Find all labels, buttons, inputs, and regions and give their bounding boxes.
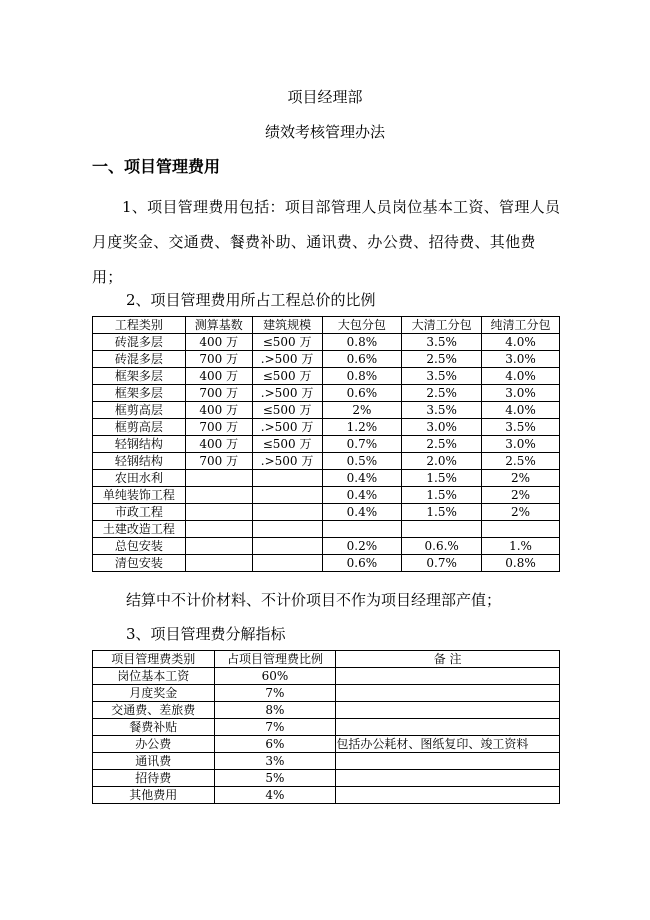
table2-cell <box>336 787 560 804</box>
table1-row <box>93 470 560 487</box>
table1-cell: 市政工程 <box>93 504 186 521</box>
table2-cell: 5% <box>214 770 336 787</box>
table2-row <box>93 753 560 770</box>
table1-cell: 框剪高层 <box>93 419 186 436</box>
table1-cell: 2.5% <box>402 385 482 402</box>
table1-cell: 2% <box>482 487 560 504</box>
table1-cell <box>185 521 252 538</box>
table1-cell: 400 万 <box>185 334 252 351</box>
paragraph-fee-ratio: 2、项目管理费用所占工程总价的比例 <box>126 291 376 309</box>
table1-row <box>93 487 560 504</box>
paragraph-settlement-note: 结算中不计价材料、不计价项目不作为项目经理部产值； <box>126 591 502 609</box>
table2-cell: 6% <box>214 736 336 753</box>
table2-header-cell: 占项目管理费比例 <box>214 651 336 668</box>
table1-cell: 4.0% <box>482 334 560 351</box>
table1-cell: 0.6% <box>322 385 402 402</box>
table1-cell: 700 万 <box>185 419 252 436</box>
table1-cell: 框架多层 <box>93 368 186 385</box>
table1-cell <box>252 538 322 555</box>
table2-cell: 交通费、差旅费 <box>93 702 215 719</box>
table2-cell: 办公费 <box>93 736 215 753</box>
table1-cell <box>185 538 252 555</box>
table1-cell <box>185 555 252 572</box>
table2-cell <box>336 770 560 787</box>
table1-cell: 砖混多层 <box>93 334 186 351</box>
table1-cell: 0.7% <box>402 555 482 572</box>
table1-row <box>93 419 560 436</box>
table1-cell <box>185 487 252 504</box>
table2-row <box>93 685 560 702</box>
table1-cell <box>252 470 322 487</box>
table2-header-row <box>93 651 560 668</box>
table1-cell: 0.4% <box>322 470 402 487</box>
paragraph-fee-items: 1、项目管理费用包括：项目部管理人员岗位基本工资、管理人员月度奖金、交通费、餐费补助、通讯费、办公费、招待费、其他费用； <box>92 198 561 286</box>
table2-cell: 月度奖金 <box>93 685 215 702</box>
table1-cell <box>252 487 322 504</box>
table2-row <box>93 668 560 685</box>
table1-row <box>93 538 560 555</box>
table2-row <box>93 719 560 736</box>
table1-cell: 3.0% <box>482 436 560 453</box>
table1-cell <box>402 521 482 538</box>
table2-row <box>93 787 560 804</box>
table1-header-cell: 测算基数 <box>185 317 252 334</box>
table1-cell: 农田水利 <box>93 470 186 487</box>
table1-cell: 框剪高层 <box>93 402 186 419</box>
table1-header-cell: 工程类别 <box>93 317 186 334</box>
table1-cell: 1.5% <box>402 470 482 487</box>
table1-cell: .>500 万 <box>252 385 322 402</box>
table2-header-cell: 项目管理费类别 <box>93 651 215 668</box>
table1-cell: 0.4% <box>322 504 402 521</box>
table1-cell: 土建改造工程 <box>93 521 186 538</box>
table1-cell: 3.0% <box>482 385 560 402</box>
table1-cell <box>322 521 402 538</box>
table1-cell: 3.5% <box>482 419 560 436</box>
table1-cell: 0.5% <box>322 453 402 470</box>
table2-cell: 其他费用 <box>93 787 215 804</box>
table1-cell: 2.5% <box>402 351 482 368</box>
table1-cell: 3.0% <box>482 351 560 368</box>
table1-cell <box>252 555 322 572</box>
table2-cell: 8% <box>214 702 336 719</box>
table1-cell: 3.0% <box>402 419 482 436</box>
table2-cell: 招待费 <box>93 770 215 787</box>
table1-cell: ≤500 万 <box>252 334 322 351</box>
table1-cell: 0.6% <box>322 351 402 368</box>
table1-cell: 1.2% <box>322 419 402 436</box>
table1-cell: 2.0% <box>402 453 482 470</box>
table1-cell: 3.5% <box>402 368 482 385</box>
table2-cell <box>336 668 560 685</box>
table2-cell: 4% <box>214 787 336 804</box>
table1-cell: 400 万 <box>185 402 252 419</box>
fee-breakdown-table <box>92 650 560 804</box>
table1-cell: 3.5% <box>402 334 482 351</box>
table1-cell: .>500 万 <box>252 419 322 436</box>
table1-row <box>93 402 560 419</box>
table2-row <box>93 736 560 753</box>
table1-cell: 总包安装 <box>93 538 186 555</box>
doc-title-line1: 项目经理部 <box>287 88 363 106</box>
table1-cell: 700 万 <box>185 351 252 368</box>
table1-cell: 2% <box>482 470 560 487</box>
table2-cell <box>336 702 560 719</box>
table1-cell <box>252 504 322 521</box>
table2-row <box>93 770 560 787</box>
table1-cell: .>500 万 <box>252 351 322 368</box>
table1-cell: 2.5% <box>402 436 482 453</box>
table1-cell: 400 万 <box>185 436 252 453</box>
table1-cell: 2% <box>322 402 402 419</box>
doc-title-line2: 绩效考核管理办法 <box>264 123 385 141</box>
section1-heading: 一、项目管理费用 <box>92 157 221 176</box>
table1-row <box>93 504 560 521</box>
table1-cell: 框架多层 <box>93 385 186 402</box>
table1-cell: 0.4% <box>322 487 402 504</box>
table1-cell <box>482 521 560 538</box>
table1-cell: 单纯装饰工程 <box>93 487 186 504</box>
table1-cell: 4.0% <box>482 368 560 385</box>
table1-cell: 0.6% <box>322 555 402 572</box>
table1-header-cell: 大包分包 <box>322 317 402 334</box>
table1-cell: 1.5% <box>402 504 482 521</box>
table1-cell: 0.8% <box>322 334 402 351</box>
table1-cell: 2.5% <box>482 453 560 470</box>
table1-header-row <box>93 317 560 334</box>
table1-row <box>93 555 560 572</box>
table2-cell: 岗位基本工资 <box>93 668 215 685</box>
table2-cell: 餐费补贴 <box>93 719 215 736</box>
table1-cell: 0.7% <box>322 436 402 453</box>
table1-cell <box>185 504 252 521</box>
table1-cell <box>185 470 252 487</box>
table1-cell: 0.8% <box>482 555 560 572</box>
table1-cell: 0.6.% <box>402 538 482 555</box>
table1-cell: ≤500 万 <box>252 402 322 419</box>
table2-cell <box>336 685 560 702</box>
table1-cell: 400 万 <box>185 368 252 385</box>
table1-cell: 1.% <box>482 538 560 555</box>
table1-row <box>93 436 560 453</box>
table1-cell: ≤500 万 <box>252 436 322 453</box>
table1-cell: 1.5% <box>402 487 482 504</box>
table1-row <box>93 368 560 385</box>
table1-cell: 4.0% <box>482 402 560 419</box>
table1-cell: 700 万 <box>185 385 252 402</box>
table2-cell <box>336 719 560 736</box>
table1-header-cell: 建筑规模 <box>252 317 322 334</box>
table1-cell: 700 万 <box>185 453 252 470</box>
fee-ratio-table <box>92 316 560 572</box>
table2-cell: 60% <box>214 668 336 685</box>
table1-cell: 轻钢结构 <box>93 436 186 453</box>
table2-cell: 通讯费 <box>93 753 215 770</box>
table1-row <box>93 351 560 368</box>
table1-cell: 2% <box>482 504 560 521</box>
table1-row <box>93 385 560 402</box>
table1-cell: 轻钢结构 <box>93 453 186 470</box>
table1-row <box>93 453 560 470</box>
table1-cell: 3.5% <box>402 402 482 419</box>
table1-row <box>93 521 560 538</box>
table2-cell: 7% <box>214 685 336 702</box>
table1-cell <box>252 521 322 538</box>
table2-cell: 包括办公耗材、图纸复印、竣工资料 <box>336 736 560 753</box>
table1-cell: 0.8% <box>322 368 402 385</box>
paragraph-fee-breakdown: 3、项目管理费分解指标 <box>126 625 286 643</box>
table2-row <box>93 702 560 719</box>
table1-row <box>93 334 560 351</box>
table2-cell <box>336 753 560 770</box>
table1-cell: 清包安装 <box>93 555 186 572</box>
table2-header-cell: 备 注 <box>336 651 560 668</box>
table1-header-cell: 大清工分包 <box>402 317 482 334</box>
table1-cell: ≤500 万 <box>252 368 322 385</box>
table1-cell: 0.2% <box>322 538 402 555</box>
table1-cell: 砖混多层 <box>93 351 186 368</box>
table1-header-cell: 纯清工分包 <box>482 317 560 334</box>
table2-cell: 3% <box>214 753 336 770</box>
table1-cell: .>500 万 <box>252 453 322 470</box>
table2-cell: 7% <box>214 719 336 736</box>
